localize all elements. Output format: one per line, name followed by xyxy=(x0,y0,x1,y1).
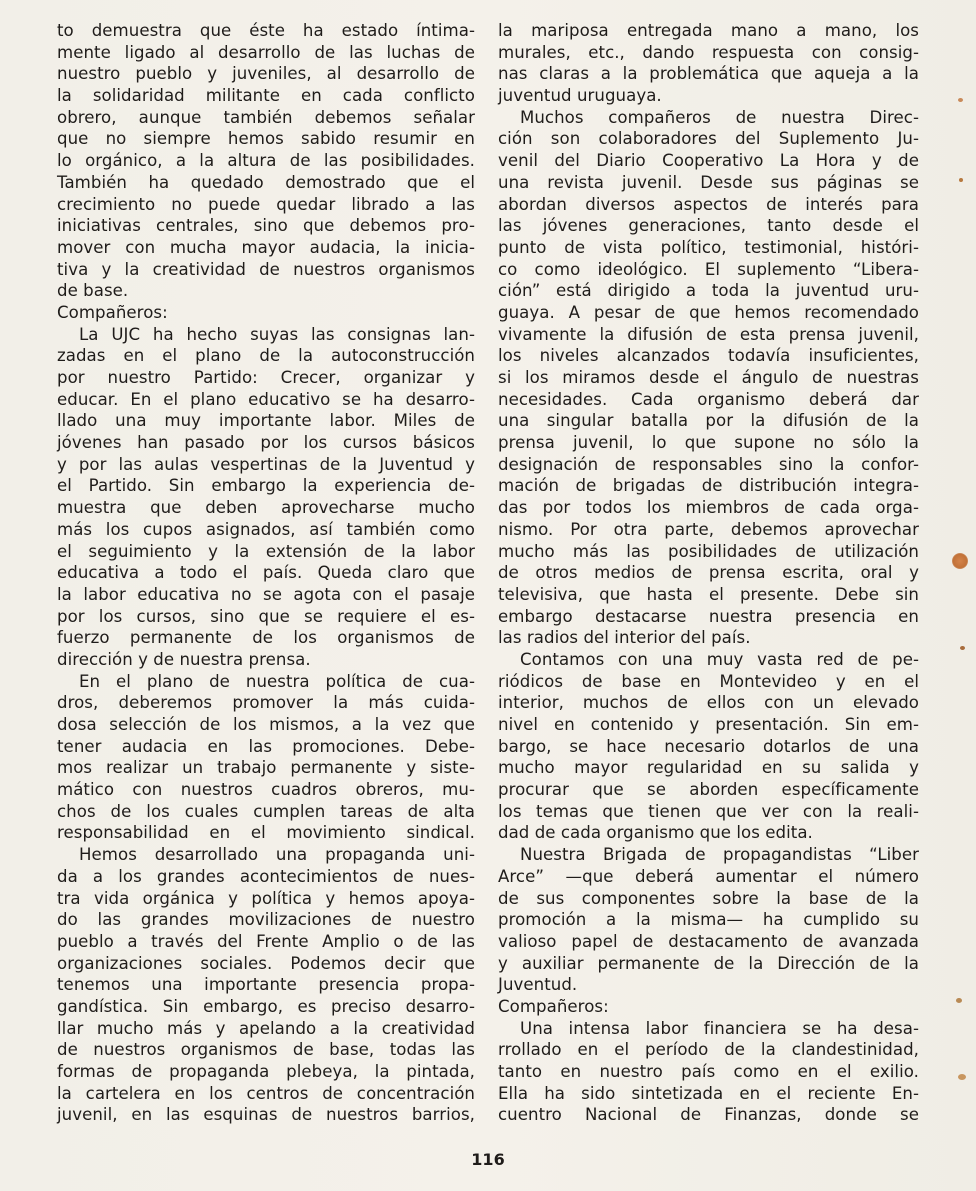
text-line: las radios del interior del país. xyxy=(498,628,751,648)
text-line: iniciativas centrales, sino que debemos pro- xyxy=(57,216,475,236)
text-line: responsabilidad en el movimiento sindical. xyxy=(57,823,475,843)
text-line: educar. En el plano educativo se ha desarro- xyxy=(57,389,475,409)
text-line: llar mucho más y apelando a la creatividad xyxy=(57,1018,475,1038)
paper-speck xyxy=(960,646,965,650)
text-line: do las grandes movilizaciones de nuestro xyxy=(57,910,475,930)
text-line: mucho mayor regularidad en su salida y xyxy=(498,758,919,778)
text-line: Juventud. xyxy=(498,975,578,995)
text-line: dad de cada organismo que los edita. xyxy=(498,823,813,843)
text-line: nuestro pueblo y juveniles, al desarrollo de xyxy=(57,64,475,84)
text-line: das por todos los miembros de cada orga- xyxy=(498,498,919,518)
text-line: y por las aulas vespertinas de la Juventud y xyxy=(57,454,475,474)
text-line: prensa juvenil, lo que supone no sólo la xyxy=(498,433,919,453)
text-line: punto de vista político, testimonial, históri- xyxy=(498,237,919,257)
text-line: rrollado en el período de la clandestinidad, xyxy=(498,1040,919,1060)
text-line: Muchos compañeros de nuestra Direc- xyxy=(520,107,919,127)
text-line: mucho más las posibilidades de utilización xyxy=(498,541,919,561)
text-line: juvenil, en las esquinas de nuestros barrios, xyxy=(57,1105,475,1125)
text-line: tenemos una importante presencia propa- xyxy=(57,975,475,995)
text-line: bargo, se hace necesario dotarlos de una xyxy=(498,736,919,756)
text-line: por nuestro Partido: Crecer, organizar y xyxy=(57,368,475,387)
text-line: Una intensa labor financiera se ha desa- xyxy=(520,1018,919,1038)
text-line: En el plano de nuestra política de cua- xyxy=(79,671,475,691)
text-line: lo orgánico, a la altura de las posibilidades. xyxy=(57,151,475,171)
text-line: cuentro Nacional de Finanzas, donde se xyxy=(498,1105,919,1125)
text-line: y auxiliar permanente de la Dirección de la xyxy=(498,953,919,973)
text-line: necesidades. Cada organismo deberá dar xyxy=(498,389,919,409)
text-line: da a los grandes acontecimientos de nues- xyxy=(57,866,475,886)
text-line: promoción a la misma— ha cumplido su xyxy=(498,910,919,930)
text-line: valioso papel de destacamento de avanzada xyxy=(498,931,919,951)
text-column-left xyxy=(57,20,475,1126)
text-line: guaya. A pesar de que hemos recomendado xyxy=(498,302,919,322)
text-line: más los cupos asignados, así también como xyxy=(57,519,475,539)
text-line: fuerzo permanente de los organismos de xyxy=(57,628,475,648)
text-line: tener audacia en las promociones. Debe- xyxy=(57,736,475,756)
text-line: televisiva, que hasta el presente. Debe sin xyxy=(498,584,919,604)
text-line: la labor educativa no se agota con el pasaje xyxy=(57,584,475,604)
text-line: venil del Diario Cooperativo La Hora y de xyxy=(498,151,919,171)
text-line: nivel en contenido y presentación. Sin em- xyxy=(498,715,919,734)
paper-speck xyxy=(959,178,963,182)
text-line: la solidaridad militante en cada conflicto xyxy=(57,86,475,106)
text-line: la cartelera en los centros de concentración xyxy=(57,1083,475,1103)
text-line: procurar que se aborden específicamente xyxy=(498,780,919,800)
text-line: Compañeros: xyxy=(57,302,168,322)
text-line: mación de brigadas de distribución integra- xyxy=(498,476,919,496)
text-line: de sus componentes sobre la base de la xyxy=(498,888,919,908)
text-line: La UJC ha hecho suyas las consignas lan- xyxy=(79,324,475,344)
text-line: embargo destacarse nuestra presencia en xyxy=(498,606,919,626)
text-line: organizaciones sociales. Podemos decir que xyxy=(57,953,475,973)
text-line: pueblo a través del Frente Amplio o de las xyxy=(57,931,475,951)
text-line: los temas que tienen que ver con la reali- xyxy=(498,801,919,821)
text-line: si los miramos desde el ángulo de nuestras xyxy=(498,368,919,387)
text-line: Ella ha sido sintetizada en el reciente En- xyxy=(498,1083,919,1103)
text-line: el seguimiento y la extensión de la labor xyxy=(57,541,475,561)
text-line: Compañeros: xyxy=(498,996,609,1016)
text-line: ción” está dirigido a toda la juventud uru- xyxy=(498,281,919,301)
paper-speck xyxy=(956,998,962,1003)
text-line: una singular batalla por la difusión de la xyxy=(498,411,919,431)
text-line: vivamente la difusión de esta prensa juvenil, xyxy=(498,324,919,344)
text-line: Arce” —que deberá aumentar el número xyxy=(498,866,919,886)
text-line: abordan diversos aspectos de interés para xyxy=(498,194,919,214)
text-line: la mariposa entregada mano a mano, los xyxy=(498,21,919,40)
text-line: jóvenes han pasado por los cursos básicos xyxy=(57,433,475,453)
text-line: riódicos de base en Montevideo y en el xyxy=(498,671,919,691)
text-line: muestra que deben aprovecharse mucho xyxy=(57,498,475,518)
text-line: ción son colaboradores del Suplemento Ju- xyxy=(498,129,919,149)
text-line: educativa a todo el país. Queda claro que xyxy=(57,563,475,583)
text-line: de otros medios de prensa escrita, oral y xyxy=(498,563,919,583)
text-line: to demuestra que éste ha estado íntima- xyxy=(57,21,475,40)
paper-speck xyxy=(958,1074,966,1080)
text-line: el Partido. Sin embargo la experiencia de- xyxy=(57,476,475,496)
text-line: crecimiento no puede quedar librado a las xyxy=(57,194,475,214)
text-line: mente ligado al desarrollo de las luchas de xyxy=(57,42,475,62)
text-line: interior, muchos de ellos con un elevado xyxy=(498,693,919,713)
text-line: mos realizar un trabajo permanente y siste- xyxy=(57,758,475,778)
text-line: chos de los cuales cumplen tareas de alta xyxy=(57,801,475,821)
text-line: juventud uruguaya. xyxy=(498,86,662,106)
text-line: nas claras a la problemática que aqueja a la xyxy=(498,64,919,84)
text-line: designación de responsables sino la confor- xyxy=(498,454,919,474)
text-line: las jóvenes generaciones, tanto desde el xyxy=(498,216,919,236)
paper-speck xyxy=(958,98,963,102)
text-line: que no siempre hemos sabido resumir en xyxy=(57,129,475,149)
text-line: También ha quedado demostrado que el xyxy=(57,172,475,192)
text-line: co como ideológico. El suplemento “Libera- xyxy=(498,259,919,279)
text-line: una revista juvenil. Desde sus páginas se xyxy=(498,172,919,192)
text-line: tra vida orgánica y política y hemos apoya- xyxy=(57,888,475,908)
text-line: de base. xyxy=(57,281,129,301)
page-number: 116 xyxy=(471,1150,505,1169)
text-line: gandística. Sin embargo, es preciso desarro- xyxy=(57,996,475,1016)
text-line: nismo. Por otra parte, debemos aprovechar xyxy=(498,519,919,539)
text-line: obrero, aunque también debemos señalar xyxy=(57,107,475,127)
text-line: Nuestra Brigada de propagandistas “Liber xyxy=(520,845,919,865)
text-line: por los cursos, sino que se requiere el es- xyxy=(57,606,475,626)
text-line: Contamos con una muy vasta red de pe- xyxy=(520,649,919,669)
text-line: dosa selección de los mismos, a la vez que xyxy=(57,715,475,734)
text-line: formas de propaganda plebeya, la pintada, xyxy=(57,1062,475,1081)
text-line: de nuestros organismos de base, todas las xyxy=(57,1040,475,1060)
text-line: Hemos desarrollado una propaganda uni- xyxy=(79,845,475,865)
text-line: tiva y la creatividad de nuestros organismos xyxy=(57,259,475,279)
text-line: mover con mucha mayor audacia, la inicia- xyxy=(57,237,475,257)
text-line: mático con nuestros cuadros obreros, mu- xyxy=(57,780,475,800)
text-line: zadas en el plano de la autoconstrucción xyxy=(57,346,475,366)
text-column-right xyxy=(498,20,919,1126)
paper-stain xyxy=(952,553,968,569)
text-line: llado una muy importante labor. Miles de xyxy=(57,411,475,431)
text-line: los niveles alcanzados todavía insuficientes, xyxy=(498,346,919,366)
text-line: dirección y de nuestra prensa. xyxy=(57,649,311,669)
text-line: dros, deberemos promover la más cuida- xyxy=(57,693,475,713)
text-line: murales, etc., dando respuesta con consig- xyxy=(498,42,919,62)
text-line: tanto en nuestro país como en el exilio. xyxy=(498,1062,919,1081)
